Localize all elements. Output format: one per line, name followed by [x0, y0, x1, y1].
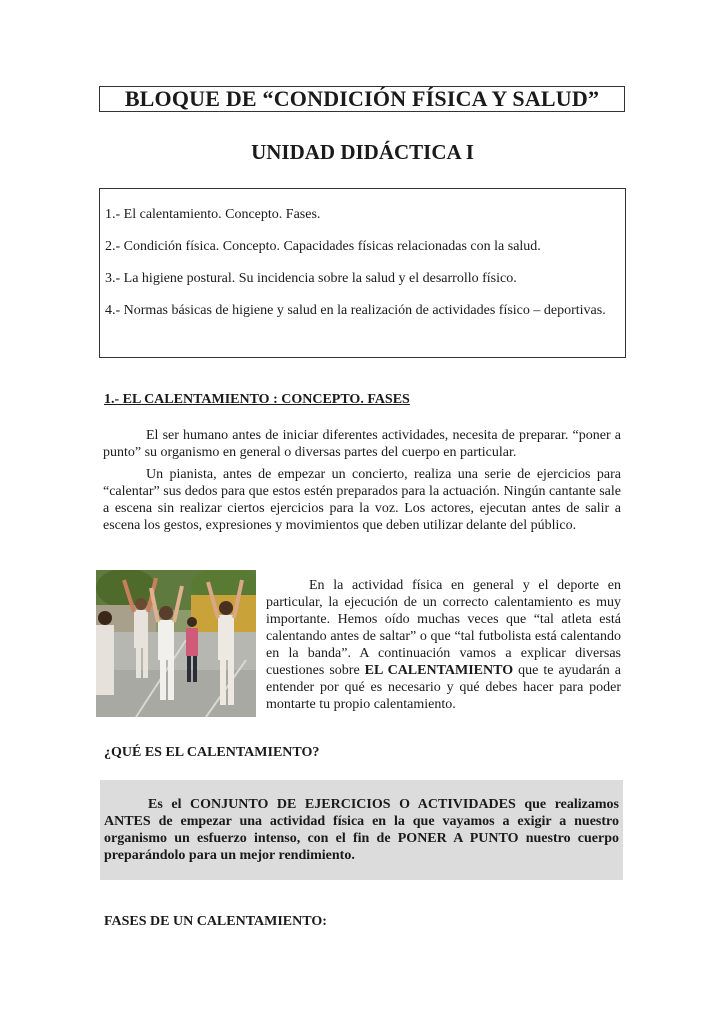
warmup-photo-illustration [96, 570, 256, 717]
contents-item: 2.- Condición física. Concepto. Capacidades físicas relacionadas con la salud. [105, 239, 541, 254]
contents-item: 4.- Normas básicas de higiene y salud en la realización de actividades físico – deportivas. [105, 303, 606, 318]
definition-text: Es el CONJUNTO DE EJERCICIOS O ACTIVIDADES que realizamos ANTES de empezar una actividad física en la que vayamos a exigir a nuestro organismo un esfuerzo intenso, con el fin de PONER A PUNTO nuestro cuerpo preparándolo para un mejor rendimiento. [104, 797, 619, 863]
phases-heading: FASES DE UN CALENTAMIENTO: [104, 914, 327, 929]
warmup-photo [96, 570, 256, 717]
unit-subtitle: UNIDAD DIDÁCTICA I [251, 140, 474, 164]
contents-item: 3.- La higiene postural. Su incidencia sobre la salud y el desarrollo físico. [105, 271, 517, 286]
paragraph-with-image [266, 577, 621, 713]
paragraph: Un pianista, antes de empezar un concierto, realiza una serie de ejercicios para “calentar” sus dedos para que estos estén preparados para la actuación. Ningún cantante sale a escena sin realizar ciertos ejercicios para la voz. Los actores, ejecutan antes de salir a escena los gestos, expresiones y movimientos que deben utilizar delante del público. [103, 467, 621, 533]
contents-box [99, 188, 626, 358]
section-heading: 1.- EL CALENTAMIENTO : CONCEPTO. FASES [104, 392, 410, 407]
definition-box [100, 780, 623, 880]
paragraph-text: que te ayudarán a entender por qué es necesario y qué debes hacer para poder montarte tu propio calentamiento. [266, 663, 621, 712]
paragraph-text: En la actividad física en general y el deporte en particular, la ejecución de un correcto calentamiento es muy importante. Hemos oído muchas veces que “tal atleta está calentando antes de saltar” o que “tal futbolista está calentando en la banda”. A continuación vamos a explicar diversas cuestiones sobre [266, 578, 621, 678]
paragraph: El ser humano antes de iniciar diferentes actividades, necesita de preparar. “poner a punto” su organismo en general o diversas partes del cuerpo en particular. [103, 428, 621, 460]
block-title: BLOQUE DE “CONDICIÓN FÍSICA Y SALUD” [124, 86, 600, 111]
question-heading: ¿QUÉ ES EL CALENTAMIENTO? [104, 745, 320, 760]
contents-item: 1.- El calentamiento. Concepto. Fases. [105, 207, 321, 222]
title-box [99, 86, 625, 112]
emphasis-text: EL CALENTAMIENTO [364, 663, 514, 678]
